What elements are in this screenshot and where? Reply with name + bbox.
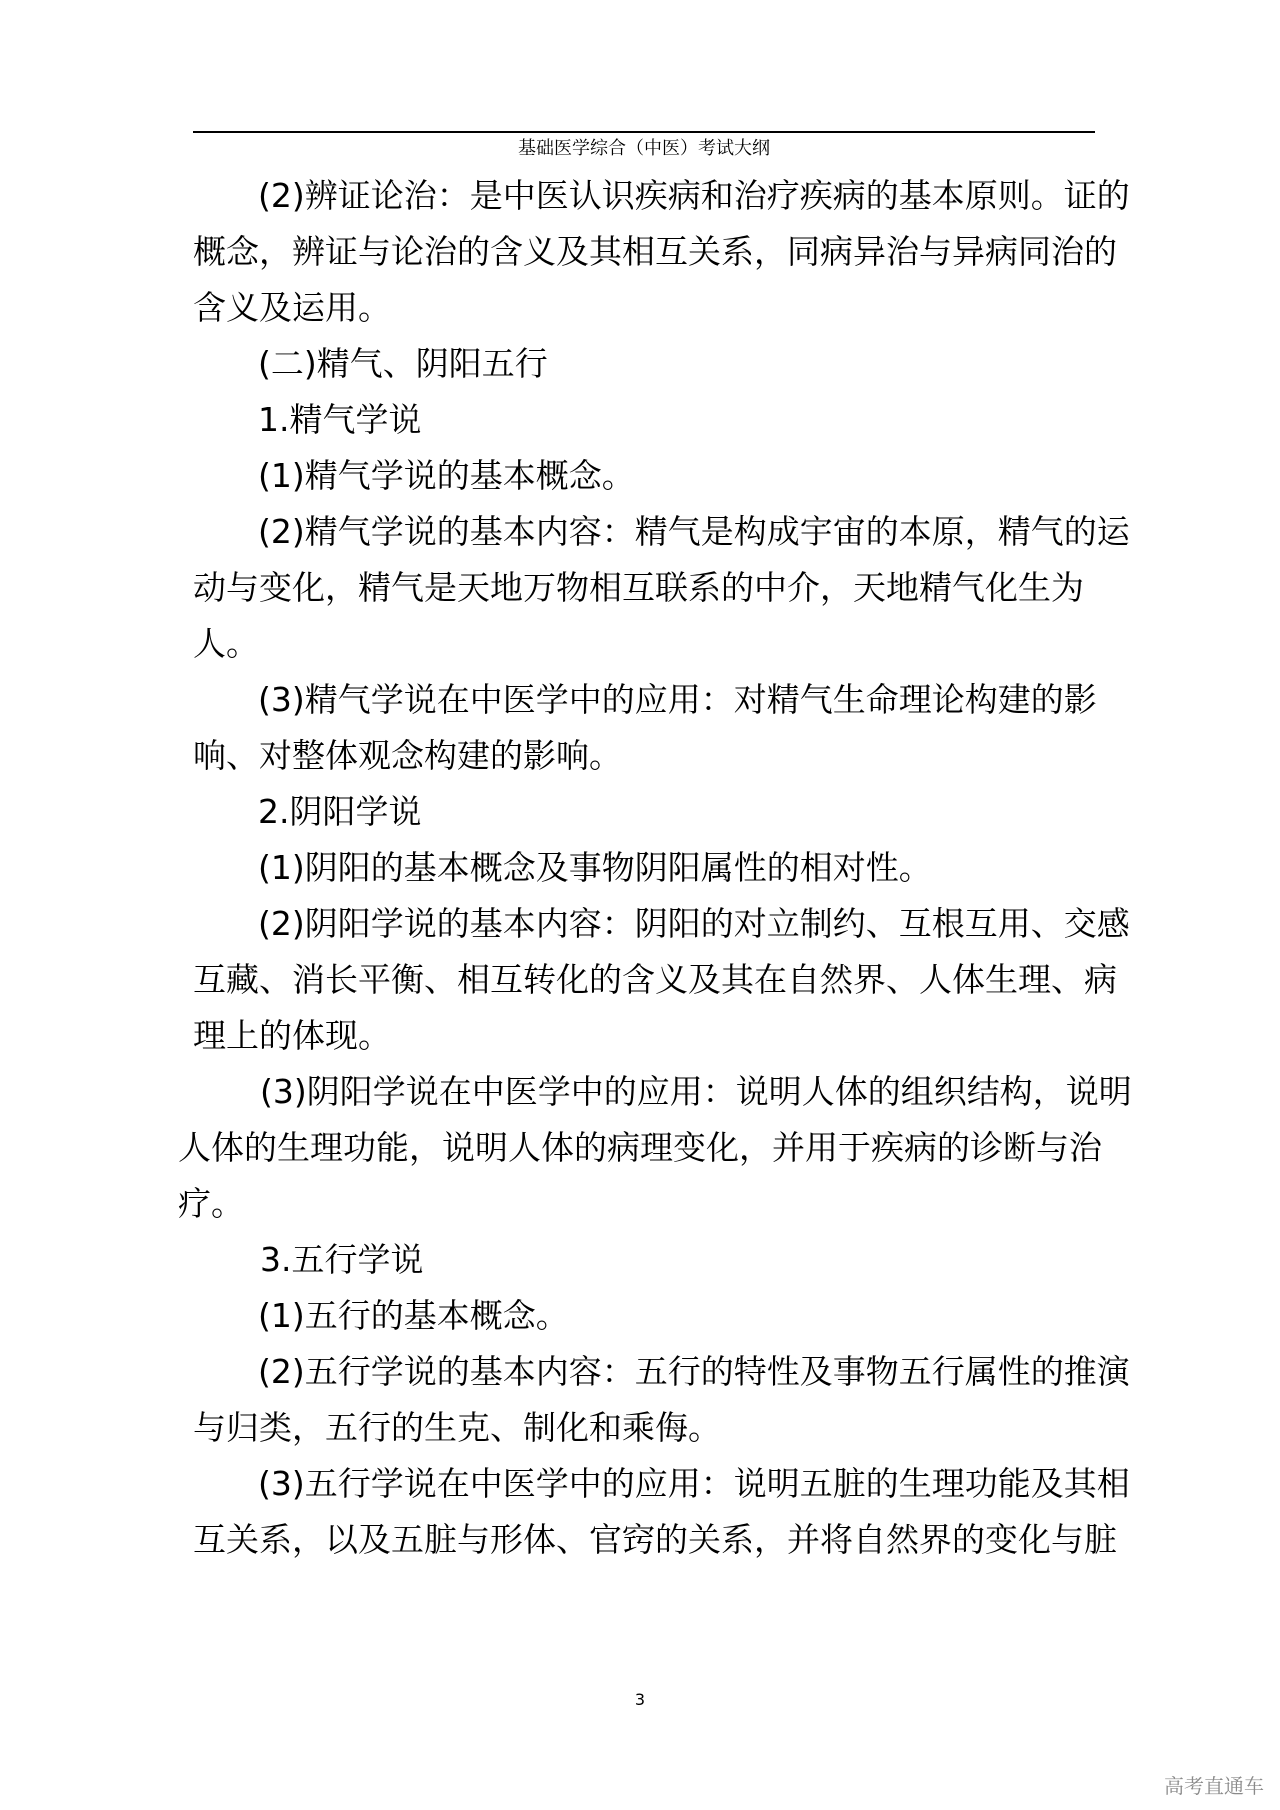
- text-line: 疗。: [178, 1184, 244, 1223]
- header-title: 基础医学综合（中医）考试大纲: [518, 138, 770, 159]
- text-line: 人体的生理功能，说明人体的病理变化，并用于疾病的诊断与治: [178, 1128, 1102, 1167]
- text-line: (1)阴阳的基本概念及事物阴阳属性的相对性。: [258, 848, 932, 887]
- text-line: 与归类，五行的生克、制化和乘侮。: [193, 1408, 721, 1447]
- text-line: 理上的体现。: [193, 1016, 391, 1055]
- header-rule: [193, 131, 1095, 133]
- subsection-heading: 3.五行学说: [260, 1240, 424, 1279]
- subsection-heading: 1.精气学说: [258, 400, 422, 439]
- text-line: (3)阴阳学说在中医学中的应用：说明人体的组织结构，说明: [260, 1072, 1132, 1111]
- watermark-text: 高考直通车: [1164, 1774, 1264, 1798]
- text-line: 响、对整体观念构建的影响。: [193, 736, 622, 775]
- text-line: (2)精气学说的基本内容：精气是构成宇宙的本原，精气的运: [258, 512, 1130, 551]
- text-line: 动与变化，精气是天地万物相互联系的中介，天地精气化生为: [193, 568, 1084, 607]
- page-number: 3: [634, 1690, 646, 1709]
- text-line: (1)五行的基本概念。: [258, 1296, 569, 1335]
- text-line: (2)阴阳学说的基本内容：阴阳的对立制约、互根互用、交感: [258, 904, 1130, 943]
- text-line: 含义及运用。: [193, 288, 391, 327]
- text-line: (1)精气学说的基本概念。: [258, 456, 635, 495]
- text-line: 概念，辨证与论治的含义及其相互关系，同病异治与异病同治的: [193, 232, 1117, 271]
- text-line: (3)五行学说在中医学中的应用：说明五脏的生理功能及其相: [258, 1464, 1130, 1503]
- subsection-heading: 2.阴阳学说: [258, 792, 422, 831]
- text-line: 互藏、消长平衡、相互转化的含义及其在自然界、人体生理、病: [193, 960, 1117, 999]
- text-line: 人。: [193, 624, 259, 663]
- text-line: (2)五行学说的基本内容：五行的特性及事物五行属性的推演: [258, 1352, 1130, 1391]
- section-heading: (二)精气、阴阳五行: [258, 344, 548, 383]
- text-line: 互关系，以及五脏与形体、官窍的关系，并将自然界的变化与脏: [193, 1520, 1117, 1559]
- text-line: (3)精气学说在中医学中的应用：对精气生命理论构建的影: [258, 680, 1097, 719]
- text-line: (2)辨证论治：是中医认识疾病和治疗疾病的基本原则。证的: [258, 176, 1130, 215]
